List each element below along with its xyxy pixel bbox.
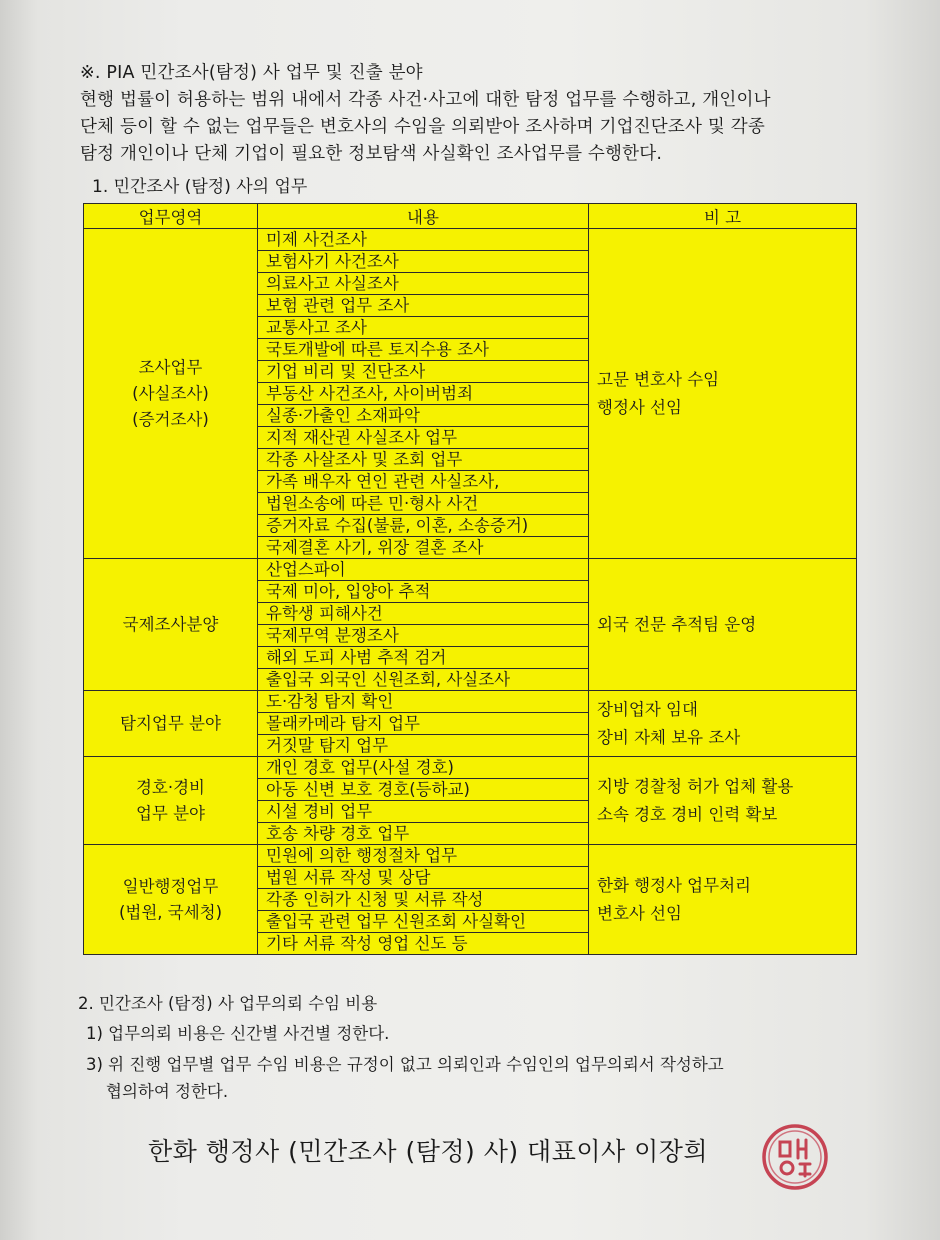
content-item: 국제무역 분쟁조사: [258, 625, 589, 647]
content-item: 몰래카메라 탐지 업무: [258, 713, 589, 735]
content-item: 국토개발에 따른 토지수용 조사: [258, 339, 589, 361]
note-label: 소속 경호 경비 인력 확보: [597, 804, 778, 824]
content-item: 증거자료 수집(불륜, 이혼, 소송증거): [258, 515, 589, 537]
note-label: 행정사 선임: [597, 397, 682, 417]
note-label: 장비 자체 보유 조사: [597, 727, 741, 747]
category-label: (사실조사): [132, 383, 209, 403]
content-item: 부동산 사건조사, 사이버범죄: [258, 383, 589, 405]
content-item: 거짓말 탐지 업무: [258, 735, 589, 757]
content-item: 국제결혼 사기, 위장 결혼 조사: [258, 537, 589, 559]
category-label: 국제조사분양: [122, 614, 219, 634]
table-row: [84, 691, 857, 713]
content-item: 기업 비리 및 진단조사: [258, 361, 589, 383]
intro-line-1: 현행 법률이 허용하는 범위 내에서 각종 사건·사고에 대한 탐정 업무를 수행하고, 개인이나: [80, 90, 771, 110]
header-content: 내용: [258, 204, 589, 229]
intro-line-3: 탐정 개인이나 단체 기업이 필요한 정보탐색 사실확인 조사업무를 수행한다.: [80, 144, 663, 164]
content-item: 법원 서류 작성 및 상담: [258, 867, 589, 889]
signature-line: 한화 행정사 (민간조사 (탐정) 사) 대표이사 이장희: [148, 1137, 709, 1166]
intro-line-2: 단체 등이 할 수 없는 업무들은 변호사의 수임을 의뢰받아 조사하며 기업진단조사 및 각종: [80, 117, 765, 137]
note-cell: [589, 559, 857, 691]
category-cell: [84, 559, 258, 691]
content-item: 실종·가출인 소재파악: [258, 405, 589, 427]
table-header-row: [84, 204, 857, 229]
category-cell: [84, 845, 258, 955]
note-cell: [589, 757, 857, 845]
content-item: 교통사고 조사: [258, 317, 589, 339]
table-row: [84, 845, 857, 867]
content-item: 민원에 의한 행정절차 업무: [258, 845, 589, 867]
content-item: 보험사기 사건조사: [258, 251, 589, 273]
fee-item-3: [86, 1051, 876, 1105]
note-cell: [589, 229, 857, 559]
category-label: 업무 분야: [135, 803, 205, 823]
fee-item-1: 1) 업무의뢰 비용은 신간별 사건별 정한다.: [86, 1024, 390, 1043]
content-item: 해외 도피 사범 추적 검거: [258, 647, 589, 669]
content-item: 각종 인허가 신청 및 서류 작성: [258, 889, 589, 911]
content-item: 지적 재산권 사실조사 업무: [258, 427, 589, 449]
header-area: 업무영역: [84, 204, 258, 229]
official-seal-stamp: [760, 1122, 830, 1192]
work-table: [83, 203, 857, 955]
note-cell: [589, 845, 857, 955]
content-item: 유학생 피해사건: [258, 603, 589, 625]
header-note: 비 고: [589, 204, 857, 229]
section2-title: 2. 민간조사 (탐정) 사 업무의뢰 수임 비용: [78, 994, 378, 1013]
content-item: 호송 차량 경호 업무: [258, 823, 589, 845]
content-item: 산업스파이: [258, 559, 589, 581]
content-item: 가족 배우자 연인 관련 사실조사,: [258, 471, 589, 493]
table-body: [84, 229, 857, 955]
category-cell: [84, 691, 258, 757]
content-item: 법원소송에 따른 민·형사 사건: [258, 493, 589, 515]
category-label: 탐지업무 분야: [120, 713, 221, 733]
category-label: (법원, 국세청): [118, 902, 223, 922]
table-row: [84, 559, 857, 581]
category-label: 경호·경비: [135, 777, 205, 797]
note-label: 한화 행정사 업무처리: [597, 875, 751, 895]
intro-heading: ※. PIA 민간조사(탐정) 사 업무 및 진출 분야: [80, 63, 423, 83]
content-item: 도·감청 탐지 확인: [258, 691, 589, 713]
content-item: 시설 경비 업무: [258, 801, 589, 823]
note-label: 지방 경찰청 허가 업체 활용: [597, 776, 794, 796]
fee-item-3-line-2: 협의하여 정한다.: [106, 1082, 229, 1101]
fee-item-3-line-1: 3) 위 진행 업무별 업무 수임 비용은 규정이 없고 의뢰인과 수임인의 업무의뢰서 작성하고: [86, 1055, 724, 1074]
content-item: 출입국 관련 업무 신원조회 사실확인: [258, 911, 589, 933]
content-item: 아동 신변 보호 경호(등하교): [258, 779, 589, 801]
content-item: 기타 서류 작성 영업 신도 등: [258, 933, 589, 955]
table-row: [84, 757, 857, 779]
category-label: 조사업무: [138, 357, 203, 377]
category-cell: [84, 757, 258, 845]
note-label: 고문 변호사 수임: [597, 369, 720, 389]
intro-block: [80, 60, 880, 168]
content-item: 출입국 외국인 신원조회, 사실조사: [258, 669, 589, 691]
category-cell: [84, 229, 258, 559]
content-item: 개인 경호 업무(사설 경호): [258, 757, 589, 779]
note-cell: [589, 691, 857, 757]
note-label: 장비업자 임대: [597, 699, 698, 719]
content-item: 미제 사건조사: [258, 229, 589, 251]
note-label: 변호사 선임: [597, 903, 682, 923]
section1-title: 1. 민간조사 (탐정) 사의 업무: [92, 177, 308, 197]
category-label: 일반행정업무: [122, 876, 219, 896]
table-row: [84, 229, 857, 251]
category-label: (증거조사): [132, 409, 209, 429]
content-item: 의료사고 사실조사: [258, 273, 589, 295]
content-item: 국제 미아, 입양아 추적: [258, 581, 589, 603]
note-label: 외국 전문 추적팀 운영: [597, 614, 757, 634]
content-item: 각종 사살조사 및 조회 업무: [258, 449, 589, 471]
content-item: 보험 관련 업무 조사: [258, 295, 589, 317]
